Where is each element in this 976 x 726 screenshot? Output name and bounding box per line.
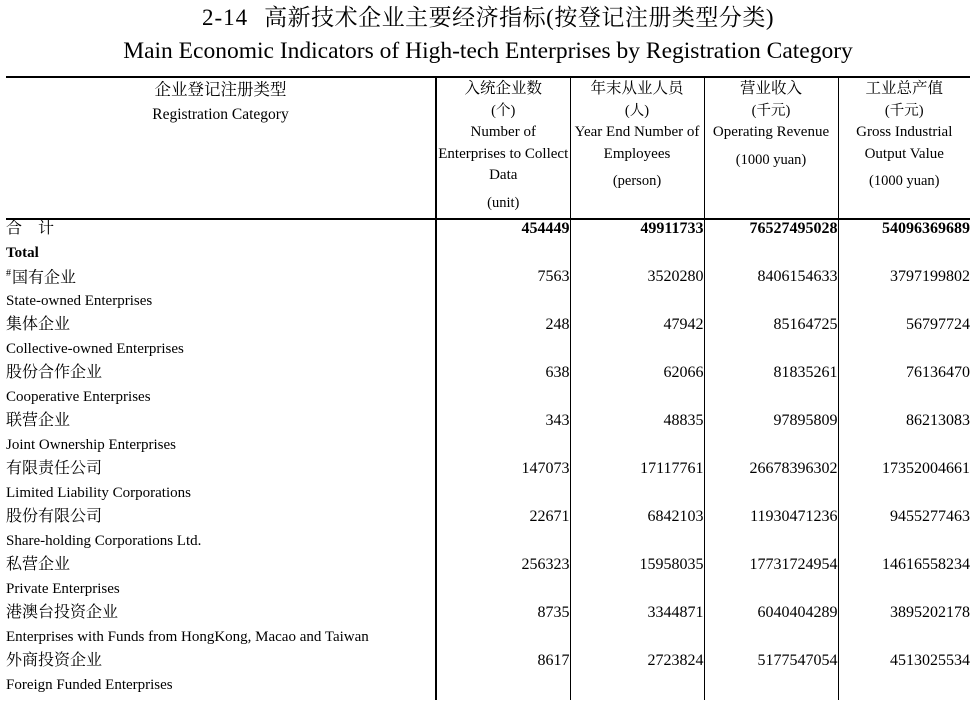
- row-value-empty: [570, 677, 704, 700]
- table-row: [6, 219, 970, 245]
- row-value: 97895809: [704, 412, 838, 437]
- row-value: 7563: [436, 268, 570, 293]
- row-label-en: Foreign Funded Enterprises: [6, 677, 173, 694]
- row-value: 5177547054: [704, 652, 838, 677]
- stub-header-cn: 企业登记注册类型: [154, 80, 287, 100]
- table-row: [6, 268, 970, 293]
- row-value: 54096369689: [838, 219, 970, 245]
- row-value-empty: [570, 581, 704, 604]
- table-row-en: [6, 245, 970, 268]
- row-label-cn: 外商投资企业: [6, 652, 103, 670]
- column-header-revenue: [704, 77, 838, 219]
- row-value: 4513025534: [838, 652, 970, 677]
- table-row: [6, 604, 970, 629]
- table-row-en: [6, 677, 970, 700]
- row-value-empty: [436, 581, 570, 604]
- row-label-cn: 联营企业: [6, 412, 71, 430]
- col1-en-unit: (unit): [487, 195, 520, 212]
- row-label-cn: [6, 268, 436, 293]
- row-value-empty: [570, 389, 704, 412]
- row-value: 147073: [436, 460, 570, 485]
- col2-en-unit: (person): [612, 173, 662, 190]
- row-label-en: Enterprises with Funds from HongKong, Macao and Taiwan: [6, 629, 369, 646]
- stub-header: [6, 77, 436, 219]
- row-label-en: Limited Liability Corporations: [6, 485, 191, 502]
- row-value-empty: [704, 245, 838, 268]
- row-value-empty: [838, 629, 970, 652]
- row-value: 3895202178: [838, 604, 970, 629]
- row-value-empty: [704, 629, 838, 652]
- row-value-empty: [704, 389, 838, 412]
- row-label-cn: 合 计: [6, 220, 61, 238]
- row-value-empty: [436, 245, 570, 268]
- table-row-en: [6, 581, 970, 604]
- row-value: 6040404289: [704, 604, 838, 629]
- row-value-empty: [570, 341, 704, 364]
- page-title-cn: [0, 4, 976, 33]
- row-label-cn: 私营企业: [6, 556, 71, 574]
- footnote-marker: #: [6, 268, 11, 280]
- row-value-empty: [570, 629, 704, 652]
- row-value: 256323: [436, 556, 570, 581]
- row-value: 8735: [436, 604, 570, 629]
- row-label-en: Collective-owned Enterprises: [6, 341, 184, 358]
- row-label-en: Private Enterprises: [6, 581, 120, 598]
- row-value: 3797199802: [838, 268, 970, 293]
- row-value-empty: [838, 293, 970, 316]
- row-value-empty: [570, 533, 704, 556]
- row-value: 56797724: [838, 316, 970, 341]
- col2-cn: 年末从业人员: [590, 80, 684, 98]
- row-value-empty: [570, 245, 704, 268]
- row-value-empty: [838, 245, 970, 268]
- row-value: 343: [436, 412, 570, 437]
- table-row-en: [6, 389, 970, 412]
- row-value-empty: [436, 677, 570, 700]
- row-value-empty: [436, 629, 570, 652]
- row-value: 17731724954: [704, 556, 838, 581]
- stub-header-en: Registration Category: [152, 106, 289, 124]
- col2-en: Year End Number of Employees: [574, 123, 700, 162]
- row-value-empty: [570, 485, 704, 508]
- row-value: 2723824: [570, 652, 704, 677]
- row-value: 76136470: [838, 364, 970, 389]
- row-value-empty: [704, 677, 838, 700]
- row-value: 49911733: [570, 219, 704, 245]
- row-value-empty: [838, 677, 970, 700]
- row-label-en: Joint Ownership Enterprises: [6, 437, 176, 454]
- title-cn-text: 高新技术企业主要经济指标(按登记注册类型分类): [264, 5, 774, 30]
- table-row-en: [6, 293, 970, 316]
- col3-en: Operating Revenue: [712, 123, 830, 140]
- table-header-row: [6, 77, 970, 219]
- row-value: 638: [436, 364, 570, 389]
- table-row: [6, 652, 970, 677]
- row-value: 26678396302: [704, 460, 838, 485]
- row-label-cn: 有限责任公司: [6, 460, 103, 478]
- row-value: 8406154633: [704, 268, 838, 293]
- row-value: 14616558234: [838, 556, 970, 581]
- col1-cn: 入统企业数: [464, 80, 542, 98]
- table-row: [6, 412, 970, 437]
- row-value-empty: [436, 389, 570, 412]
- row-value: 8617: [436, 652, 570, 677]
- table-row: [6, 508, 970, 533]
- column-header-employees: [570, 77, 704, 219]
- table-container: [0, 76, 976, 700]
- row-value-empty: [838, 389, 970, 412]
- row-value: 22671: [436, 508, 570, 533]
- row-value: 248: [436, 316, 570, 341]
- row-label-en: Cooperative Enterprises: [6, 389, 151, 406]
- row-value: 17117761: [570, 460, 704, 485]
- table-row-en: [6, 629, 970, 652]
- row-value: 6842103: [570, 508, 704, 533]
- row-value: 47942: [570, 316, 704, 341]
- col4-cn: 工业总产值: [865, 80, 943, 98]
- col1-en: Number of Enterprises to Collect Data: [438, 123, 569, 184]
- row-value-empty: [570, 293, 704, 316]
- row-value-empty: [436, 485, 570, 508]
- row-label-cn: 股份合作企业: [6, 364, 103, 382]
- row-value-empty: [838, 485, 970, 508]
- indicators-table: [6, 76, 970, 700]
- table-row: [6, 316, 970, 341]
- row-value: 85164725: [704, 316, 838, 341]
- row-value: 62066: [570, 364, 704, 389]
- col3-en-unit: (1000 yuan): [735, 151, 807, 168]
- row-value-empty: [436, 341, 570, 364]
- row-value: 3520280: [570, 268, 704, 293]
- col4-en: Gross Industrial Output Value: [856, 123, 953, 162]
- table-row-en: [6, 485, 970, 508]
- row-value-empty: [704, 293, 838, 316]
- column-header-output: [838, 77, 970, 219]
- row-value-empty: [570, 437, 704, 460]
- column-header-enterprises: [436, 77, 570, 219]
- col4-cn-unit: (千元): [884, 102, 924, 119]
- row-value-empty: [704, 581, 838, 604]
- row-value-empty: [704, 341, 838, 364]
- row-value-empty: [436, 293, 570, 316]
- row-value: 3344871: [570, 604, 704, 629]
- table-row: [6, 556, 970, 581]
- col3-cn-unit: (千元): [751, 102, 791, 119]
- table-row-en: [6, 437, 970, 460]
- col1-cn-unit: (个): [491, 102, 516, 119]
- row-label-cn: 港澳台投资企业: [6, 604, 119, 622]
- col3-cn: 营业收入: [739, 80, 802, 98]
- row-value-empty: [838, 581, 970, 604]
- row-label-cn: 集体企业: [6, 316, 71, 334]
- table-row-en: [6, 341, 970, 364]
- title-block: [0, 0, 976, 66]
- row-value-empty: [704, 485, 838, 508]
- col2-cn-unit: (人): [624, 102, 650, 119]
- table-row: [6, 460, 970, 485]
- row-label-en: State-owned Enterprises: [6, 293, 153, 310]
- row-value-empty: [838, 437, 970, 460]
- col4-en-unit: (1000 yuan): [869, 173, 940, 190]
- row-value-empty: [436, 533, 570, 556]
- row-value: 48835: [570, 412, 704, 437]
- row-value: 15958035: [570, 556, 704, 581]
- row-value: 76527495028: [704, 219, 838, 245]
- row-value-empty: [838, 533, 970, 556]
- row-value: 11930471236: [704, 508, 838, 533]
- row-value-empty: [436, 437, 570, 460]
- table-row: [6, 364, 970, 389]
- row-value-empty: [838, 341, 970, 364]
- row-label-cn-text: 国有企业: [12, 269, 77, 287]
- row-label-en: Total: [6, 245, 39, 262]
- row-label-cn: 股份有限公司: [6, 508, 103, 526]
- row-label-en: Share-holding Corporations Ltd.: [6, 533, 202, 550]
- table-number: 2-14: [202, 5, 249, 30]
- row-value: 86213083: [838, 412, 970, 437]
- row-value-empty: [704, 437, 838, 460]
- row-value: 454449: [436, 219, 570, 245]
- row-value-empty: [704, 533, 838, 556]
- row-value: 9455277463: [838, 508, 970, 533]
- row-value: 81835261: [704, 364, 838, 389]
- table-row-en: [6, 533, 970, 556]
- page-title-en: Main Economic Indicators of High-tech Enterprises by Registration Category: [123, 37, 853, 64]
- row-value: 17352004661: [838, 460, 970, 485]
